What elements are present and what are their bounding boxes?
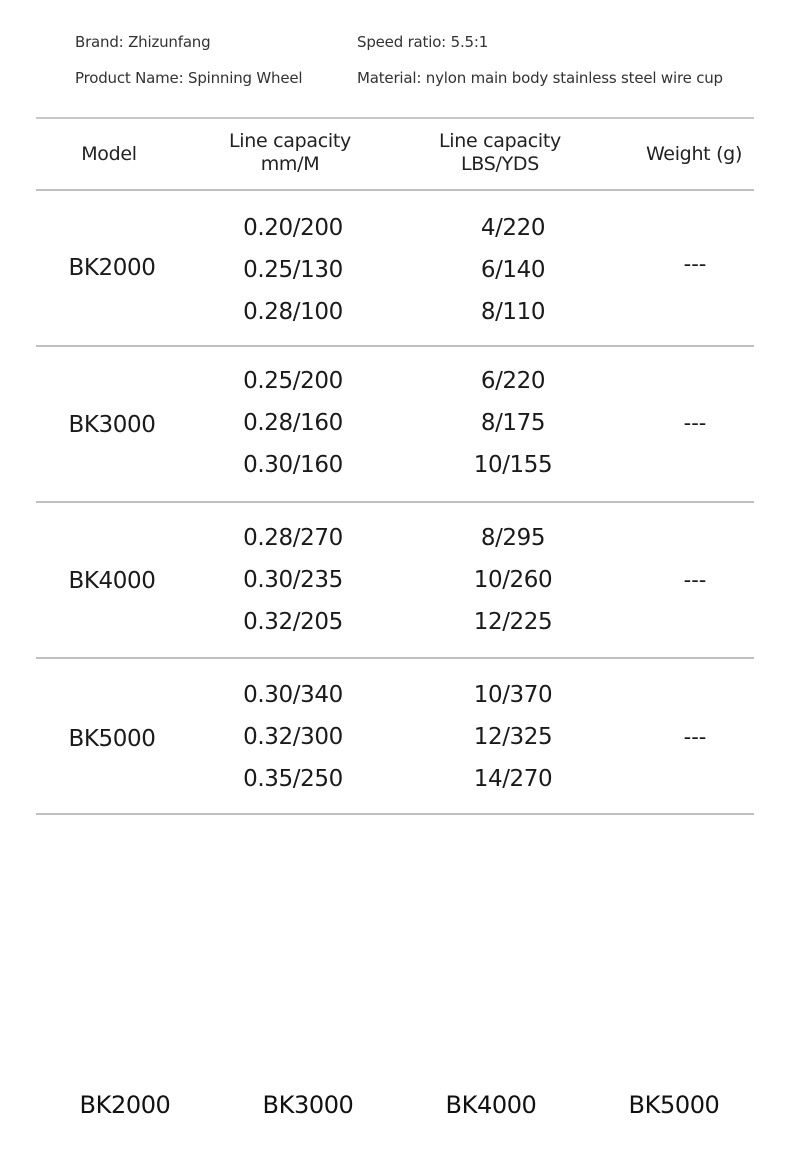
header-weight: Weight (g) (645, 143, 743, 165)
header-line-capacity-lbs (410, 130, 590, 176)
table-top-rule (36, 117, 754, 119)
header-line-capacity-mm-line1: Line capacity (229, 130, 351, 152)
row-mm-value: 0.25/200 (243, 368, 343, 394)
bottom-label-bk2000: BK2000 (79, 1091, 171, 1119)
row-mm-value: 0.32/300 (243, 724, 343, 750)
row-rule (36, 657, 754, 659)
row-mm-value: 0.32/205 (243, 609, 343, 635)
row-lbs-value: 4/220 (480, 215, 546, 241)
row-mm-value: 0.30/235 (243, 567, 343, 593)
table-bottom-rule (36, 813, 754, 815)
row-rule (36, 501, 754, 503)
bottom-label-bk3000: BK3000 (262, 1091, 354, 1119)
row-mm-value: 0.20/200 (243, 215, 343, 241)
row-model: BK2000 (68, 255, 156, 281)
row-rule (36, 345, 754, 347)
row-mm-value: 0.28/270 (243, 525, 343, 551)
row-lbs-value: 10/370 (473, 682, 553, 708)
speed-ratio-text: Speed ratio: 5.5:1 (357, 33, 489, 51)
row-weight: --- (683, 725, 707, 749)
bottom-label-bk4000: BK4000 (445, 1091, 537, 1119)
row-weight: --- (683, 411, 707, 435)
row-mm-value: 0.30/340 (243, 682, 343, 708)
row-lbs-value: 12/325 (473, 724, 553, 750)
row-lbs-value: 10/260 (473, 567, 553, 593)
row-mm-value: 0.30/160 (243, 452, 343, 478)
header-line-capacity-mm (200, 130, 380, 176)
row-lbs-value: 6/140 (480, 257, 546, 283)
row-mm-value: 0.28/100 (243, 299, 343, 325)
row-lbs-value: 8/175 (480, 410, 546, 436)
row-model: BK4000 (68, 568, 156, 594)
header-line-capacity-lbs-line1: Line capacity (439, 130, 561, 152)
header-line-capacity-lbs-line2: LBS/YDS (461, 153, 539, 175)
material-text: Material: nylon main body stainless steel wire cup (357, 69, 723, 87)
row-lbs-value: 8/110 (480, 299, 546, 325)
brand-text: Brand: Zhizunfang (75, 33, 211, 51)
row-lbs-value: 8/295 (480, 525, 546, 551)
row-lbs-value: 14/270 (473, 766, 553, 792)
row-model: BK3000 (68, 412, 156, 438)
row-weight: --- (683, 568, 707, 592)
header-model: Model (81, 143, 137, 165)
header-rule (36, 189, 754, 191)
row-model: BK5000 (68, 726, 156, 752)
row-lbs-value: 10/155 (473, 452, 553, 478)
row-weight: --- (683, 252, 707, 276)
row-mm-value: 0.35/250 (243, 766, 343, 792)
bottom-label-bk5000: BK5000 (628, 1091, 720, 1119)
row-mm-value: 0.28/160 (243, 410, 343, 436)
header-line-capacity-mm-line2: mm/M (260, 153, 320, 175)
row-mm-value: 0.25/130 (243, 257, 343, 283)
row-lbs-value: 6/220 (480, 368, 546, 394)
product-name-text: Product Name: Spinning Wheel (75, 69, 303, 87)
row-lbs-value: 12/225 (473, 609, 553, 635)
